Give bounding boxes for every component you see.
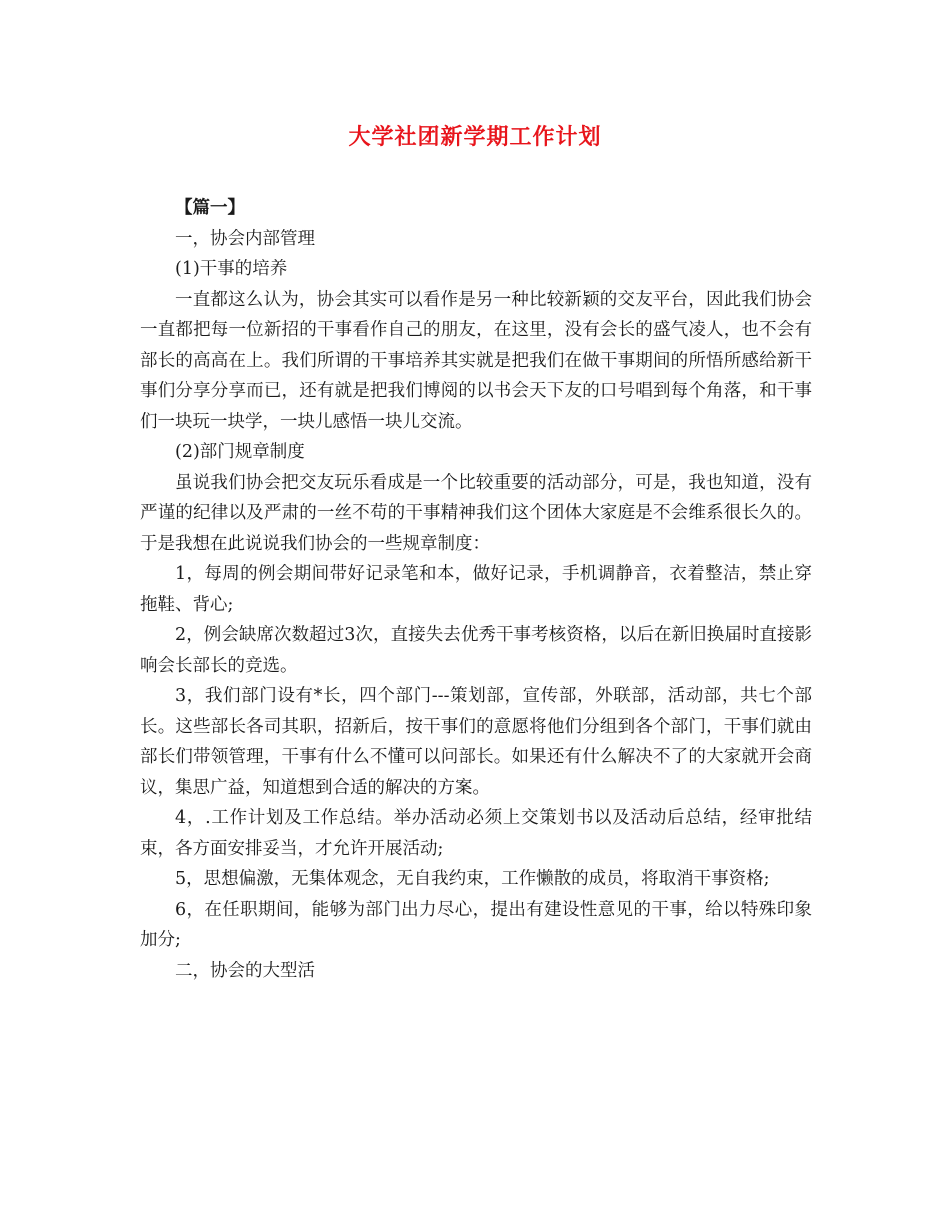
section-label: 【篇一】 [175,198,245,218]
rule-item: 3，我们部门设有*长，四个部门---策划部，宣传部，外联部，活动部，共七个部长。这些部长各司其职，招新后，按干事们的意愿将他们分组到各个部门，干事们就由部长们带领管理，干事有什么不懂可以问部长。如果还有什么解决不了的大家就开会商议，集思广益，知道想到合适的解决的方案。 [140,686,812,798]
section-heading: 一，协会内部管理 [175,228,315,249]
document-title: 大学社团新学期工作计划 [348,124,602,150]
document-body [140,193,812,986]
subsection-heading: (2)部门规章制度 [175,442,305,462]
rule-item: 5，思想偏激，无集体观念，无自我约束，工作懒散的成员，将取消干事资格; [175,869,770,889]
rule-item: 2，例会缺席次数超过3次，直接失去优秀干事考核资格，以后在新旧换届时直接影响会长部长的竞选。 [140,625,812,676]
rule-item: 6，在任职期间，能够为部门出力尽心，提出有建设性意见的干事，给以特殊印象加分; [140,899,812,950]
rule-item: 1，每周的例会期间带好记录笔和本，做好记录，手机调静音，衣着整洁，禁止穿拖鞋、背心; [140,564,812,615]
subsection-heading: (1)干事的培养 [175,259,288,279]
rule-item: 4，.工作计划及工作总结。举办活动必须上交策划书以及活动后总结，经审批结束，各方面安排妥当，才允许开展活动; [140,808,812,859]
body-paragraph: 虽说我们协会把交友玩乐看成是一个比较重要的活动部分，可是，我也知道，没有严谨的纪律以及严肃的一丝不苟的干事精神我们这个团体大家庭是不会维系很长久的。于是我想在此说说我们协会的一些规章制度： [140,472,812,554]
body-paragraph: 一直都这么认为，协会其实可以看作是另一种比较新颖的交友平台，因此我们协会一直都把每一位新招的干事看作自己的朋友，在这里，没有会长的盛气凌人，也不会有部长的高高在上。我们所谓的干事培养其实就是把我们在做干事期间的所悟所感给新干事们分享分享而已，还有就是把我们博阅的以书会天下友的口号唱到每个角落，和干事们一块玩一块学，一块儿感悟一块儿交流。 [140,289,812,432]
section-heading: 二，协会的大型活 [175,960,315,981]
